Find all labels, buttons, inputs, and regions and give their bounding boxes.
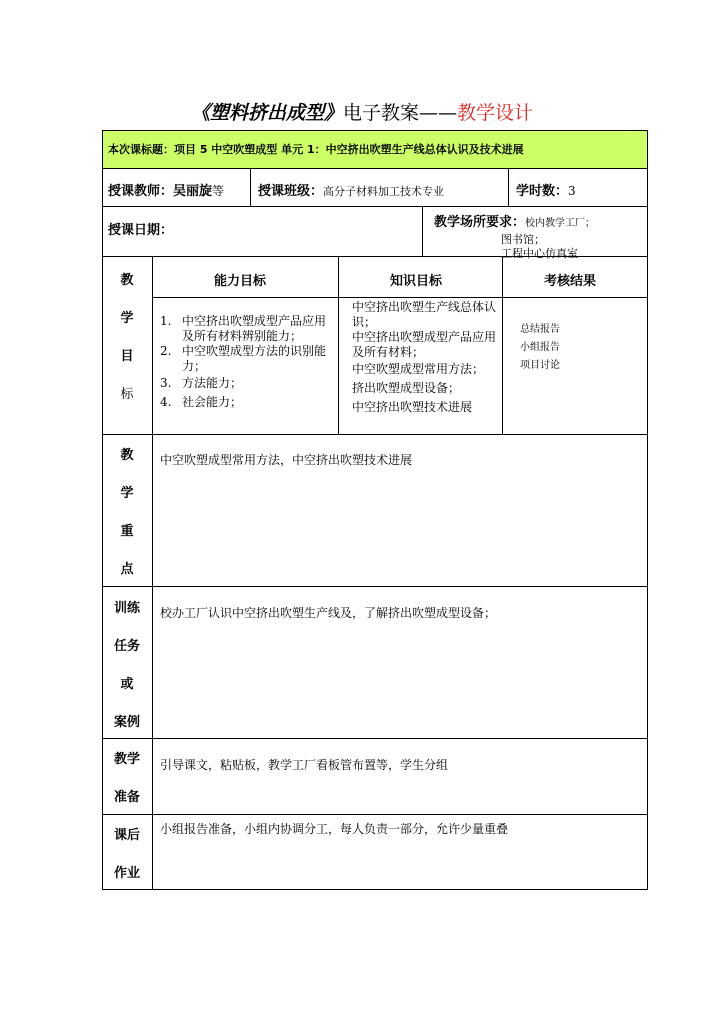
list-item: 项目讨论 xyxy=(520,360,560,371)
col-knowledge-header: 知识目标 xyxy=(390,274,443,289)
list-item: 1. 中空挤出吹塑成型产品应用及所有材料辨别能力； xyxy=(160,314,327,343)
title-course: 《塑料挤出成型》 xyxy=(190,102,343,124)
list-item: 总结报告 xyxy=(520,324,560,335)
lesson-topic: 本次课标题：项目 5 中空吹塑成型 单元 1：中空挤出吹塑生产线总体认识及技术进展 xyxy=(108,143,524,156)
list-item: 小组报告 xyxy=(520,342,560,353)
homework-side-char-2: 作业 xyxy=(113,866,140,881)
hours-cell xyxy=(516,180,576,199)
venue-line-3: 工程中心仿真室 xyxy=(501,247,578,260)
knowledge-list xyxy=(352,300,498,415)
list-item: 中空吹塑成型常用方法； xyxy=(352,362,485,376)
keypoints-side-char-4: 点 xyxy=(120,562,134,577)
lesson-plan-table xyxy=(102,130,648,890)
teacher-suffix: 等 xyxy=(212,184,225,198)
title-e-plan: 电子教案—— xyxy=(342,102,457,124)
objectives-side-char-4: 标 xyxy=(120,387,134,402)
teacher-name: 吴丽旋 xyxy=(173,184,213,199)
training-side-char-4: 案例 xyxy=(113,715,140,730)
objectives-side-char-3: 目 xyxy=(120,349,134,364)
teacher-cell xyxy=(108,180,224,199)
hours-label: 学时数： xyxy=(516,184,569,199)
list-item: 中空挤出吹塑技术进展 xyxy=(352,400,473,414)
keypoints-side-char-3: 重 xyxy=(120,524,134,539)
training-side-char-3: 或 xyxy=(120,677,134,692)
list-item: 4. 社会能力； xyxy=(160,395,243,409)
training-side-char-1: 训练 xyxy=(113,601,140,616)
preparation-content: 引导课文，粘贴板，教学工厂看板管布置等，学生分组 xyxy=(160,758,449,772)
ability-list xyxy=(160,314,334,410)
date-label: 授课日期： xyxy=(108,223,174,238)
class-cell xyxy=(258,180,444,199)
training-content: 校办工厂认识中空挤出吹塑生产线及，了解挤出吹塑成型设备； xyxy=(160,606,497,620)
list-item: 中空挤出吹塑生产线总体认识； xyxy=(352,300,497,329)
venue-label: 教学场所要求： xyxy=(434,215,526,230)
venue-line-1: 校内教学工厂； xyxy=(525,218,596,229)
preparation-side-char-2: 准备 xyxy=(113,790,140,805)
class-value: 高分子材料加工技术专业 xyxy=(323,185,445,198)
preparation-side-char-1: 教学 xyxy=(113,752,140,767)
table-grid xyxy=(102,130,648,890)
teacher-label: 授课教师： xyxy=(108,184,174,199)
training-side-char-2: 任务 xyxy=(113,639,140,654)
title-teaching-design: 教学设计 xyxy=(457,102,534,124)
col-ability-header: 能力目标 xyxy=(214,274,267,289)
keypoints-side-char-1: 教 xyxy=(120,448,134,463)
key-points-content: 中空吹塑成型常用方法，中空挤出吹塑技术进展 xyxy=(160,453,413,467)
list-item: 3. 方法能力； xyxy=(160,376,243,390)
homework-content: 小组报告准备，小组内协调分工，每人负责一部分，允许少量重叠 xyxy=(160,822,509,836)
homework-side-char-1: 课后 xyxy=(113,828,140,843)
list-item: 2. 中空吹塑成型方法的识别能力； xyxy=(160,344,327,373)
hours-value: 3 xyxy=(568,184,576,198)
list-item: 挤出吹塑成型设备； xyxy=(352,381,461,395)
document-title xyxy=(0,101,724,125)
keypoints-side-char-2: 学 xyxy=(120,486,134,501)
assessment-list xyxy=(520,321,560,375)
list-item: 中空挤出吹塑成型产品应用及所有材料； xyxy=(352,330,497,359)
objectives-side-char-1: 教 xyxy=(120,273,134,288)
objectives-side-char-2: 学 xyxy=(120,311,134,326)
venue-cell xyxy=(434,211,595,230)
venue-line-2: 图书馆； xyxy=(501,233,545,246)
col-assessment-header: 考核结果 xyxy=(544,274,597,289)
class-label: 授课班级： xyxy=(258,184,324,199)
